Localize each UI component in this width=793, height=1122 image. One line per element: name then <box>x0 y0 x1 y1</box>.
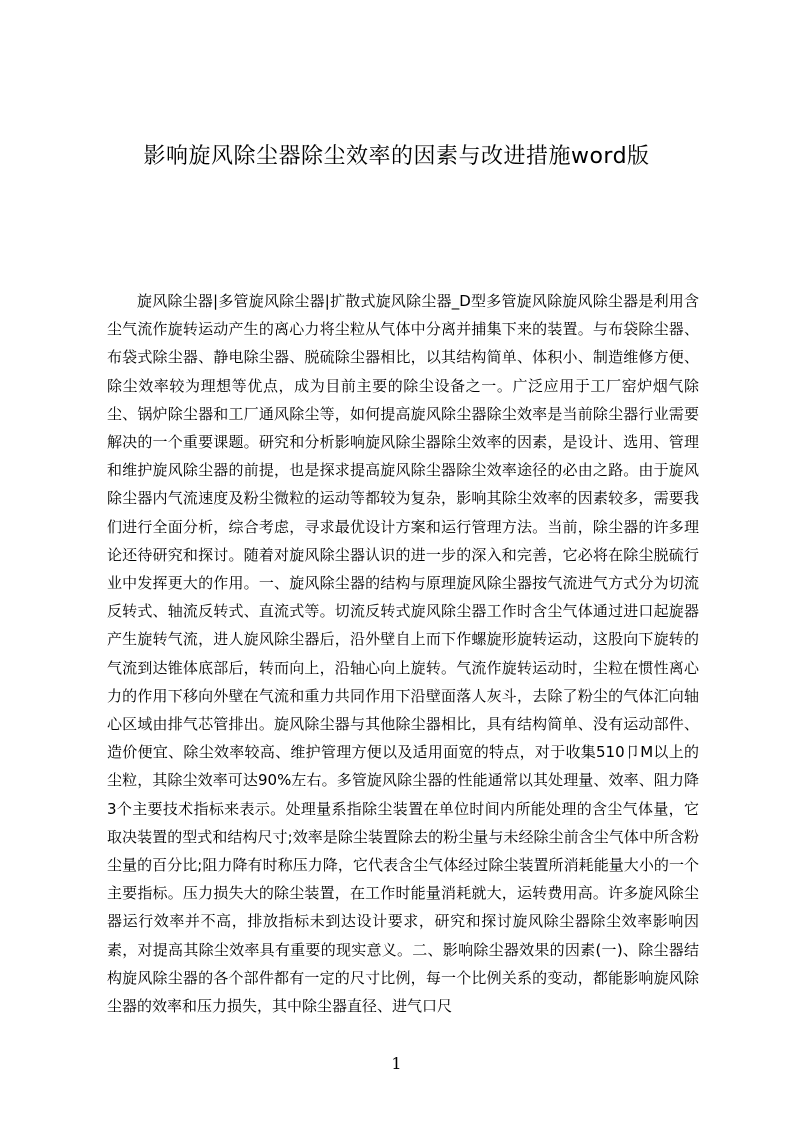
page-number: 1 <box>391 1054 402 1073</box>
document-title: 影响旋风除尘器除尘效率的因素与改进措施word版 <box>143 144 650 169</box>
body-paragraph: 旋风除尘器|多管旋风除尘器|扩散式旋风除尘器_D型多管旋风除旋风除尘器是利用含尘气流作旋转运动产生的离心力将尘粒从气体中分离并捕集下来的装置。与布袋除尘器、布袋式除尘器、静电除尘器、脱硫除尘器相比，以其结构简单、体积小、制造维修方便、除尘效率较为理想等优点，成为目前主要的除尘设备之一。广泛应用于工厂窑炉烟气除尘、锅炉除尘器和工厂通风除尘等，如何提高旋风除尘器除尘效率是当前除尘器行业需要解决的一个重要课题。研究和分析影响旋风除尘器除尘效率的因素，是设计、选用、管理和维护旋风除尘器的前提，也是探求提高旋风除尘器除尘效率途径的必由之路。由于旋风除尘器内气流速度及粉尘微粒的运动等都较为复杂，影响其除尘效率的因素较多，需要我们进行全面分析，综合考虑，寻求最优设计方案和运行管理方法。当前，除尘器的许多理论还待研究和探讨。随着对旋风除尘器认识的进一步的深入和完善，它必将在除尘脱硫行业中发挥更大的作用。一、旋风除尘器的结构与原理旋风除尘器按气流进气方式分为切流反转式、轴流反转式、直流式等。切流反转式旋风除尘器工作时含尘气体通过进口起旋器产生旋转气流，进人旋风除尘器后，沿外壁自上而下作螺旋形旋转运动，这股向下旋转的气流到达锥体底部后，转而向上，沿轴心向上旋转。气流作旋转运动时，尘粒在惯性离心力的作用下移向外壁在气流和重力共同作用下沿壁面落人灰斗，去除了粉尘的气体汇向轴心区域由排气芯管排出。旋风除尘器与其他除尘器相比，具有结构简单、没有运动部件、造价便宜、除尘效率较高、维护管理方便以及适用面宽的特点，对于收集510卩M以上的尘粒，其除尘效率可达90%左右。多管旋风除尘器的性能通常以其处理量、效率、阻力降3个主要技术指标来表示。处理量系指除尘装置在单位时间内所能处理的含尘气体量，它取决装置的型式和结构尺寸;效率是除尘装置除去的粉尘量与未经除尘前含尘气体中所含粉尘量的百分比;阻力降有时称压力降，它代表含尘气体经过除尘装置所消耗能量大小的一个主要指标。压力损失大的除尘装置，在工作时能量消耗就大，运转费用高。许多旋风除尘器运行效率并不高，排放指标未到达设计要求，研究和探讨旋风除尘器除尘效率影响因素，对提高其除尘效率具有重要的现实意义。二、影响除尘器效果的因素(一)、除尘器结构旋风除尘器的各个部件都有一定的尺寸比例，每一个比例关系的变动，都能影响旋风除尘器的效率和压力损失，其中除尘器直径、进气口尺 <box>107 292 699 1016</box>
